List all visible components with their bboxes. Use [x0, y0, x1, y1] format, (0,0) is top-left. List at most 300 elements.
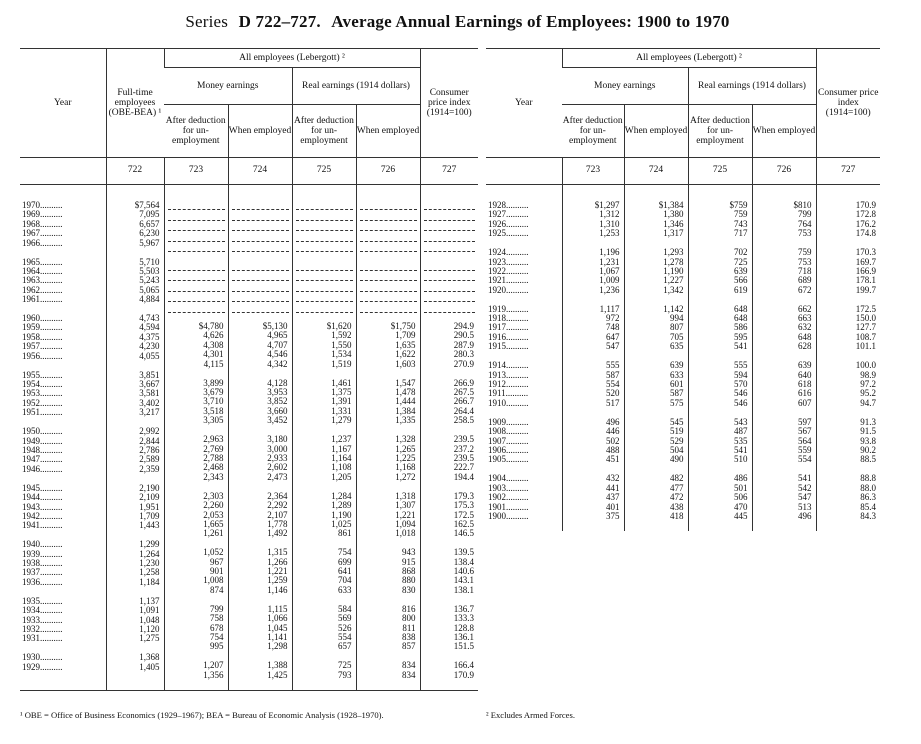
empty-cell	[360, 272, 417, 281]
year-label: 1909..........	[488, 417, 529, 427]
empty-cell	[232, 303, 289, 312]
data-cell: 3,402	[139, 398, 160, 408]
empty-cell	[168, 232, 225, 241]
data-cell: 3,852	[267, 397, 288, 407]
data-cell: 179.3	[453, 491, 474, 501]
data-cell: 91.3	[860, 417, 876, 427]
year-column	[486, 185, 562, 531]
data-cell: 554	[606, 380, 620, 390]
data-cell: 451	[606, 455, 620, 465]
data-cell: 1,048	[139, 615, 160, 625]
data-cell: 2,364	[267, 491, 288, 501]
empty-cell	[360, 232, 417, 241]
data-cell: 575	[670, 398, 684, 408]
year-label: 1946..........	[22, 464, 63, 474]
data-cell: 93.8	[860, 436, 876, 446]
data-cell: 1,547	[395, 378, 416, 388]
data-cell: 972	[606, 314, 620, 324]
year-label: 1934..........	[22, 606, 63, 616]
data-cell: 4,115	[203, 359, 224, 369]
data-cell: 438	[670, 502, 684, 512]
year-label: 1919..........	[488, 304, 529, 314]
data-cell: 1,519	[331, 359, 352, 369]
data-cell: 287.9	[453, 340, 474, 350]
data-cell: 648	[734, 304, 748, 314]
data-cell: 1,190	[663, 266, 684, 276]
empty-cell	[360, 303, 417, 312]
data-cell: 2,359	[139, 464, 160, 474]
data-cell: 541	[734, 445, 748, 455]
empty-cell	[168, 293, 225, 302]
data-cell: $759	[729, 201, 748, 210]
year-label: 1925..........	[488, 229, 529, 239]
empty-cell	[168, 211, 225, 220]
data-cell: 566	[734, 276, 748, 286]
year-label: 1936..........	[22, 577, 63, 587]
column-number: 723	[164, 158, 228, 185]
data-cell: 764	[798, 219, 812, 229]
data-cell: 239.5	[453, 435, 474, 445]
year-label: 1939..........	[22, 549, 63, 559]
data-cell: 547	[798, 493, 812, 503]
data-cell: 3,710	[203, 397, 224, 407]
data-cell: 88.0	[860, 483, 876, 493]
data-cell: 1,346	[663, 219, 684, 229]
column-c724	[624, 185, 688, 531]
column-number: 727	[816, 158, 880, 185]
data-cell: 758	[210, 614, 224, 624]
data-cell: 718	[798, 266, 812, 276]
data-cell: 1,315	[267, 548, 288, 558]
data-cell: 601	[670, 380, 684, 390]
empty-cell	[424, 222, 476, 231]
data-cell: 151.5	[453, 642, 474, 652]
empty-cell	[232, 272, 289, 281]
data-cell: 1,384	[395, 406, 416, 416]
data-cell: 807	[670, 323, 684, 333]
data-cell: 172.5	[855, 304, 876, 314]
data-cell: 1,190	[331, 510, 352, 520]
data-cell: 501	[734, 483, 748, 493]
data-cell: 1,258	[139, 568, 160, 578]
year-label: 1947..........	[22, 455, 63, 465]
year-label: 1930..........	[22, 653, 63, 663]
data-cell: 1,009	[599, 276, 620, 286]
data-cell: 2,107	[267, 510, 288, 520]
year-label: 1926..........	[488, 219, 529, 229]
data-cell: 1,091	[139, 606, 160, 616]
year-label: 1956..........	[22, 351, 63, 361]
data-cell: 513	[798, 502, 812, 512]
empty-cell	[360, 293, 417, 302]
data-cell: 635	[670, 342, 684, 352]
data-cell: 2,473	[267, 472, 288, 482]
data-cell: 1,264	[139, 549, 160, 559]
column-number: 724	[624, 158, 688, 185]
data-cell: 639	[734, 266, 748, 276]
data-cell: 1,709	[395, 331, 416, 341]
empty-cell	[296, 232, 353, 241]
year-label: 1940..........	[22, 540, 63, 550]
column-c723	[164, 185, 228, 691]
data-cell: 401	[606, 502, 620, 512]
data-cell: 874	[210, 585, 224, 595]
data-cell: 1,066	[267, 614, 288, 624]
year-label: 1928..........	[488, 201, 529, 210]
data-cell: 1,067	[599, 266, 620, 276]
data-cell: 5,710	[139, 257, 160, 267]
header-after: After deduction for un-employment	[164, 105, 228, 158]
data-cell: 88.8	[860, 474, 876, 484]
data-cell: 597	[798, 417, 812, 427]
year-label: 1902..........	[488, 493, 529, 503]
empty-cell	[296, 272, 353, 281]
data-cell: 477	[670, 483, 684, 493]
data-cell: 2,602	[267, 463, 288, 473]
empty-cell	[168, 282, 225, 291]
year-label: 1967..........	[22, 229, 63, 239]
column-number: 726	[752, 158, 816, 185]
data-cell: 1,265	[395, 444, 416, 454]
year-label: 1918..........	[488, 314, 529, 324]
year-label: 1932..........	[22, 625, 63, 634]
data-cell: 170.3	[855, 248, 876, 258]
data-cell: 100.0	[855, 361, 876, 371]
data-cell: 1,227	[663, 276, 684, 286]
data-cell: 1,225	[395, 453, 416, 463]
data-cell: 4,230	[139, 342, 160, 352]
empty-cell	[296, 222, 353, 231]
data-cell: 3,452	[267, 416, 288, 426]
data-cell: 175.3	[453, 501, 474, 511]
data-cell: 1,008	[203, 576, 224, 586]
year-label: 1923..........	[488, 257, 529, 267]
empty-cell	[424, 201, 476, 210]
data-cell: 90.2	[860, 445, 876, 455]
data-cell: $1,750	[390, 322, 416, 332]
year-label: 1966..........	[22, 238, 63, 248]
data-cell: 95.2	[860, 389, 876, 399]
data-cell: 1,665	[203, 519, 224, 529]
data-cell: 2,292	[267, 501, 288, 511]
data-cell: 4,375	[139, 332, 160, 342]
data-cell: 587	[670, 389, 684, 399]
data-cell: 800	[402, 614, 416, 624]
empty-cell	[232, 262, 289, 271]
header-when: When employed	[624, 105, 688, 158]
data-cell: 2,589	[139, 455, 160, 465]
data-cell: 2,303	[203, 491, 224, 501]
data-cell: 1,018	[395, 529, 416, 539]
data-cell: 1,289	[331, 501, 352, 511]
data-cell: 150.0	[855, 314, 876, 324]
data-cell: 662	[798, 304, 812, 314]
data-cell: 176.2	[855, 219, 876, 229]
data-cell: 170.9	[453, 670, 474, 680]
header-real: Real earnings (1914 dollars)	[688, 68, 816, 105]
data-cell: 607	[798, 398, 812, 408]
data-cell: 861	[338, 529, 352, 539]
year-label: 1922..........	[488, 266, 529, 276]
data-cell: 663	[798, 314, 812, 324]
data-cell: 648	[798, 332, 812, 342]
data-cell: 4,626	[203, 331, 224, 341]
data-cell: 754	[210, 633, 224, 642]
data-cell: 1,261	[203, 529, 224, 539]
data-cell: 595	[734, 332, 748, 342]
column-c725	[688, 185, 752, 531]
empty-cell	[232, 293, 289, 302]
data-cell: 1,141	[267, 633, 288, 642]
data-cell: 4,594	[139, 323, 160, 333]
column-number: 723	[562, 158, 624, 185]
header-year: Year	[486, 49, 562, 158]
data-cell: 266.7	[453, 397, 474, 407]
data-cell: 1,310	[599, 219, 620, 229]
header-year: Year	[20, 49, 106, 158]
data-cell: 4,301	[203, 350, 224, 360]
data-cell: 717	[734, 229, 748, 239]
data-cell: 799	[798, 210, 812, 220]
column-number: 725	[688, 158, 752, 185]
data-cell: 1,951	[139, 502, 160, 512]
data-cell: 559	[798, 445, 812, 455]
data-cell: 1,622	[395, 350, 416, 360]
data-cell: 136.1	[453, 633, 474, 642]
empty-cell	[296, 211, 353, 220]
data-cell: 1,266	[267, 557, 288, 567]
data-cell: 799	[210, 604, 224, 614]
year-label: 1968..........	[22, 219, 63, 229]
data-cell: 725	[734, 257, 748, 267]
data-cell: 1,120	[139, 625, 160, 634]
empty-cell	[296, 293, 353, 302]
year-label: 1941..........	[22, 521, 63, 531]
data-cell: 1,461	[331, 378, 352, 388]
data-cell: 280.3	[453, 350, 474, 360]
empty-cell	[424, 293, 476, 302]
header-after: After deduction for un-employment	[562, 105, 624, 158]
data-cell: 1,603	[395, 359, 416, 369]
data-cell: 633	[338, 585, 352, 595]
column-number-blank	[20, 158, 106, 185]
data-cell: 616	[798, 389, 812, 399]
data-cell: 138.1	[453, 585, 474, 595]
data-cell: 4,884	[139, 295, 160, 305]
data-cell: 793	[338, 670, 352, 680]
data-cell: 705	[670, 332, 684, 342]
data-cell: 868	[402, 567, 416, 577]
data-cell: 554	[338, 633, 352, 642]
year-label: 1969..........	[22, 210, 63, 220]
column-c722	[106, 185, 164, 691]
data-cell: 3,667	[139, 380, 160, 390]
data-cell: 1,299	[139, 540, 160, 550]
year-label: 1906..........	[488, 445, 529, 455]
data-cell: 1,221	[267, 567, 288, 577]
data-cell: 496	[606, 417, 620, 427]
header-fulltime: Full-time employees (OBE-BEA) ¹	[106, 49, 164, 158]
data-cell: 1,550	[331, 340, 352, 350]
year-label: 1933..........	[22, 615, 63, 625]
data-cell: 1,284	[331, 491, 352, 501]
year-label: 1915..........	[488, 342, 529, 352]
data-cell: 1,278	[663, 257, 684, 267]
data-cell: 91.5	[860, 427, 876, 437]
data-cell: 619	[734, 285, 748, 295]
data-cell: 199.7	[855, 285, 876, 295]
empty-cell	[296, 282, 353, 291]
data-cell: 2,053	[203, 510, 224, 520]
data-cell: 4,743	[139, 314, 160, 324]
data-cell: 128.8	[453, 623, 474, 633]
empty-cell	[168, 303, 225, 312]
data-cell: $5,130	[262, 322, 288, 332]
data-cell: 754	[338, 548, 352, 558]
year-label: 1942..........	[22, 511, 63, 521]
empty-cell	[232, 222, 289, 231]
data-cell: 1,045	[267, 623, 288, 633]
column-c723	[562, 185, 624, 531]
header-after: After deduction for un-employment	[292, 105, 356, 158]
data-cell: 1,375	[331, 388, 352, 398]
data-cell: 657	[338, 642, 352, 652]
page-title	[0, 12, 921, 32]
data-cell: 1,778	[267, 519, 288, 529]
column-c727	[816, 185, 880, 531]
data-cell: 1,164	[331, 453, 352, 463]
data-cell: $1,297	[594, 201, 620, 210]
year-label: 1937..........	[22, 568, 63, 578]
data-cell: 506	[734, 493, 748, 503]
header-all-employees: All employees (Lebergott) ²	[164, 49, 420, 68]
data-cell: 1,312	[599, 210, 620, 220]
data-cell: 586	[734, 323, 748, 333]
data-cell: 172.8	[855, 210, 876, 220]
data-cell: 1,142	[663, 304, 684, 314]
header-money: Money earnings	[562, 68, 688, 105]
data-cell: 1,205	[331, 472, 352, 482]
year-label: 1917..........	[488, 323, 529, 333]
data-cell: 570	[734, 380, 748, 390]
data-cell: 3,000	[267, 444, 288, 454]
data-cell: 1,380	[663, 210, 684, 220]
column-number-blank	[486, 158, 562, 185]
data-cell: 678	[210, 623, 224, 633]
data-cell: 6,230	[139, 229, 160, 239]
year-label: 1907..........	[488, 436, 529, 446]
year-label: 1954..........	[22, 380, 63, 390]
column-number: 727	[420, 158, 478, 185]
data-cell: 743	[734, 219, 748, 229]
data-cell: 1,236	[599, 285, 620, 295]
data-cell: 445	[734, 511, 748, 521]
data-cell: 587	[606, 370, 620, 380]
empty-cell	[232, 211, 289, 220]
data-cell: 628	[798, 342, 812, 352]
data-cell: 5,243	[139, 276, 160, 286]
data-cell: 1,196	[599, 248, 620, 258]
data-cell: 526	[338, 623, 352, 633]
data-cell: 1,368	[139, 653, 160, 663]
data-cell: 1,230	[139, 559, 160, 569]
data-cell: 648	[734, 314, 748, 324]
data-cell: 838	[402, 633, 416, 642]
data-cell: 725	[338, 661, 352, 671]
data-cell: 748	[606, 323, 620, 333]
header-cpi: Consumer price index (1914=100)	[816, 49, 880, 158]
data-cell: 1,279	[331, 416, 352, 426]
year-label: 1914..........	[488, 361, 529, 371]
data-cell: 143.1	[453, 576, 474, 586]
data-cell: 618	[798, 380, 812, 390]
data-cell: 5,503	[139, 266, 160, 276]
data-cell: 535	[734, 436, 748, 446]
year-label: 1944..........	[22, 493, 63, 503]
data-cell: 594	[734, 370, 748, 380]
year-label: 1964..........	[22, 266, 63, 276]
data-cell: 633	[670, 370, 684, 380]
data-cell: 564	[798, 436, 812, 446]
year-label: 1949..........	[22, 436, 63, 446]
data-cell: 490	[670, 455, 684, 465]
data-cell: 432	[606, 474, 620, 484]
data-cell: 995	[210, 642, 224, 652]
data-cell: 2,769	[203, 444, 224, 454]
empty-cell	[424, 303, 476, 312]
empty-cell	[424, 272, 476, 281]
data-cell: 1,478	[395, 388, 416, 398]
data-cell: 1,388	[267, 661, 288, 671]
empty-cell	[360, 211, 417, 220]
data-cell: 517	[606, 398, 620, 408]
data-cell: 689	[798, 276, 812, 286]
data-cell: 1,272	[395, 472, 416, 482]
data-cell: 1,492	[267, 529, 288, 539]
footnote-1: ¹ OBE = Office of Business Economics (1929–1967); BEA = Bureau of Economic Analysis (1928–1970).	[20, 710, 384, 720]
data-cell: 759	[798, 248, 812, 258]
empty-cell	[296, 262, 353, 271]
title-series: D 722–727.	[238, 12, 321, 31]
data-cell: 2,788	[203, 453, 224, 463]
data-cell: 1,328	[395, 435, 416, 445]
data-cell: 584	[338, 604, 352, 614]
empty-cell	[296, 201, 353, 210]
data-cell: 555	[606, 361, 620, 371]
data-cell: 138.4	[453, 557, 474, 567]
year-label: 1951..........	[22, 408, 63, 418]
column-number: 726	[356, 158, 420, 185]
data-cell: 2,109	[139, 493, 160, 503]
year-label: 1958..........	[22, 332, 63, 342]
data-cell: 704	[338, 576, 352, 586]
data-cell: 3,217	[139, 408, 160, 418]
data-cell: 519	[670, 427, 684, 437]
data-cell: 470	[734, 502, 748, 512]
column-number: 725	[292, 158, 356, 185]
left-table	[20, 48, 478, 691]
data-cell: 520	[606, 389, 620, 399]
data-cell: 222.7	[453, 463, 474, 473]
empty-cell	[424, 211, 476, 220]
data-cell: 811	[402, 623, 416, 633]
data-cell: 2,190	[139, 483, 160, 493]
year-label: 1950..........	[22, 427, 63, 437]
data-cell: 194.4	[453, 472, 474, 482]
year-label: 1927..........	[488, 210, 529, 220]
column-c726	[356, 185, 420, 691]
data-cell: 2,963	[203, 435, 224, 445]
